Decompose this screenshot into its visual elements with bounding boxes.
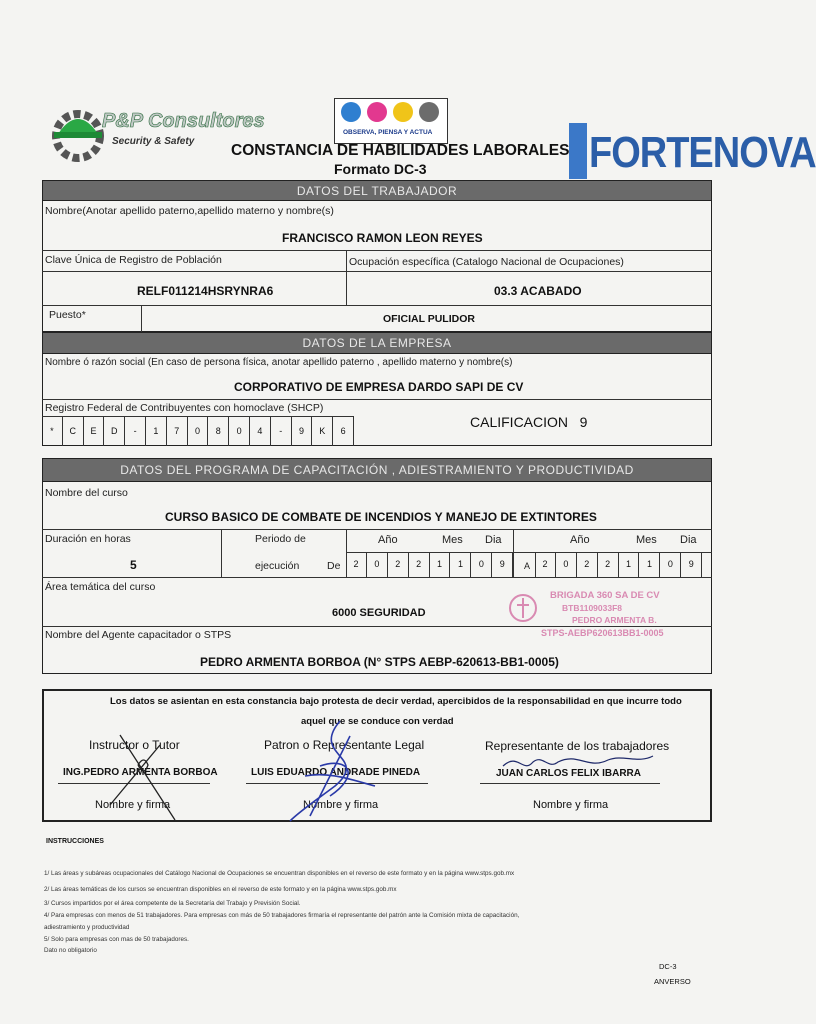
footer-code: DC-3 [659, 962, 677, 971]
duracion-value: 5 [130, 558, 137, 572]
from-dia-label: Dia [485, 534, 502, 546]
instruction-item: adiestramiento y productividad [44, 924, 130, 931]
company-logo-subtext: Security & Safety [112, 136, 195, 147]
from-date-digit: 1 [451, 552, 472, 577]
rfc-char-box: K [312, 416, 333, 446]
periodo-label: Periodo de [255, 533, 306, 545]
from-anio-label: Año [378, 534, 398, 546]
instruction-item: 4/ Para empresas con menos de 51 trabajadores. Para empresas con más de 50 trabajadores firmaría el representante del patrón ante la Comisión mixta de capacitación, [44, 912, 520, 919]
from-mes-label: Mes [442, 534, 463, 546]
puesto-label: Puesto* [49, 309, 86, 321]
to-date-digit: 2 [577, 552, 598, 577]
instructor-title: Instructor o Tutor [89, 738, 180, 752]
document-subtitle: Formato DC-3 [334, 161, 427, 177]
instruction-item: 2/ Las áreas temáticas de los cursos se encuentran disponibles en el reverso de este formato y en la página www.stps.gob.mx [44, 886, 397, 893]
agente-label: Nombre del Agente capacitador o STPS [45, 629, 232, 641]
instructor-footer: Nombre y firma [95, 799, 171, 811]
instruction-item: 5/ Solo para empresas con mas de 50 trabajadores. [44, 936, 189, 943]
nombre-label: Nombre(Anotar apellido paterno,apellido materno y nombre(s) [45, 205, 334, 217]
curp-value: RELF011214HSRYNRA6 [137, 284, 274, 298]
fortenova-logo [569, 123, 816, 179]
section-title-programa: DATOS DEL PROGRAMA DE CAPACITACIÓN , ADIESTRAMIENTO Y PRODUCTIVIDAD [42, 458, 712, 482]
section-title-trabajador: DATOS DEL TRABAJADOR [42, 180, 712, 201]
rfc-char-box: D [104, 416, 125, 446]
curp-label: Clave Única de Registro de Población [45, 254, 222, 266]
rfc-char-box: 1 [146, 416, 167, 446]
to-anio-label: Año [570, 534, 590, 546]
declaration-text-2: aquel que se conduce con verdad [301, 716, 454, 727]
gear-helmet-icon [50, 100, 110, 164]
trabajadores-name: JUAN CARLOS FELIX IBARRA [496, 768, 642, 779]
rfc-char-box: * [42, 416, 63, 446]
footer-side: ANVERSO [654, 977, 691, 986]
trabajadores-title: Representante de los trabajadores [485, 739, 670, 753]
curso-value: CURSO BASICO DE COMBATE DE INCENDIOS Y MANEJO DE EXTINTORES [165, 510, 597, 524]
document-title: CONSTANCIA DE HABILIDADES LABORALES [231, 142, 570, 159]
instrucciones-title: INSTRUCCIONES [46, 838, 104, 845]
to-date-digit: 1 [640, 552, 661, 577]
duracion-label: Duración en horas [45, 533, 131, 545]
from-date-digit: 0 [471, 552, 492, 577]
company-logo [50, 100, 265, 164]
to-date-digit: 2 [598, 552, 619, 577]
patron-signature [280, 716, 390, 826]
nombre-value: FRANCISCO RAMON LEON REYES [282, 231, 483, 245]
from-date-digit: 2 [388, 552, 409, 577]
rfc-char-box: E [84, 416, 105, 446]
ocupacion-label: Ocupación específica (Catalogo Nacional de Ocupaciones) [349, 256, 624, 268]
razon-social-label: Nombre ó razón social (En caso de persona física, anotar apellido paterno , apellido materno y nombre(s) [45, 357, 513, 368]
area-label: Área temática del curso [45, 581, 156, 593]
stamp-line-2: BTB1109033F8 [562, 603, 623, 613]
badge-text: OBSERVA, PIENSA Y ACTUA [343, 129, 433, 136]
ejecucion-label: ejecución [255, 560, 300, 572]
rfc-char-box: 4 [250, 416, 271, 446]
rfc-label: Registro Federal de Contribuyentes con homoclave (SHCP) [45, 402, 324, 414]
rfc-char-box: C [63, 416, 84, 446]
agente-value: PEDRO ARMENTA BORBOA (N° STPS AEBP-620613-BB1-0005) [200, 655, 559, 669]
fortenova-emblem-icon [569, 123, 587, 179]
rfc-char-box: 7 [167, 416, 188, 446]
rfc-char-box: 9 [292, 416, 313, 446]
rfc-char-box: - [125, 416, 146, 446]
to-date-digit: 0 [556, 552, 577, 577]
rfc-boxes [42, 416, 354, 446]
from-date-digit: 1 [430, 552, 451, 577]
calificacion: CALIFICACION 9 [470, 414, 588, 430]
trabajadores-signature [498, 748, 658, 776]
to-dia-label: Dia [680, 534, 697, 546]
instruction-item: Dato no obligatorio [44, 947, 97, 954]
puesto-value: OFICIAL PULIDOR [383, 313, 475, 325]
area-value: 6000 SEGURIDAD [332, 607, 426, 619]
fortenova-logo-text: FORTENOVA [589, 129, 816, 178]
rfc-char-box: 6 [333, 416, 354, 446]
rfc-char-box: 8 [208, 416, 229, 446]
to-date-digit: 2 [535, 552, 556, 577]
a-label: A [524, 561, 531, 571]
from-date-digit: 2 [346, 552, 367, 577]
rfc-char-box: 0 [229, 416, 250, 446]
instructor-signature [100, 725, 190, 825]
de-label: De [327, 560, 341, 572]
to-date-digit: 9 [681, 552, 702, 577]
patron-footer: Nombre y firma [303, 799, 379, 811]
stamp-emblem-icon [508, 593, 538, 623]
rfc-char-box: 0 [188, 416, 209, 446]
section-title-empresa: DATOS DE LA EMPRESA [42, 332, 712, 354]
stamp-line-4: STPS-AEBP620613BB1-0005 [541, 628, 664, 638]
declaration-text: Los datos se asientan en esta constancia bajo protesta de decir verdad, apercibidos de la responsabilidad en que incurre todo [110, 696, 682, 707]
stamp-line-3: PEDRO ARMENTA B. [572, 615, 657, 625]
patron-name: LUIS EDUARDO ANDRADE PINEDA [251, 767, 421, 778]
to-date-digit: 1 [619, 552, 640, 577]
from-date-digit: 0 [367, 552, 388, 577]
observa-badge [334, 98, 448, 144]
rfc-char-box: - [271, 416, 292, 446]
from-date-digit: 9 [492, 552, 513, 577]
curso-label: Nombre del curso [45, 487, 128, 499]
from-date-digit: 2 [409, 552, 430, 577]
company-logo-text: P&P Consultores [102, 110, 265, 132]
brigada-stamp [508, 587, 688, 643]
to-mes-label: Mes [636, 534, 657, 546]
to-date-digit: 0 [660, 552, 681, 577]
patron-title: Patron o Representante Legal [264, 738, 425, 752]
instructor-name: ING.PEDRO ARMENTA BORBOA [63, 767, 218, 778]
ocupacion-value: 03.3 ACABADO [494, 284, 582, 298]
trabajadores-footer: Nombre y firma [533, 799, 609, 811]
instruction-item: 1/ Las áreas y subáreas ocupacionales del Catálogo Nacional de Ocupaciones se encuentran disponibles en el reverso de este formato y en la página www.stps.gob.mx [44, 870, 515, 877]
stamp-line-1: BRIGADA 360 SA DE CV [550, 590, 660, 601]
razon-social-value: CORPORATIVO DE EMPRESA DARDO SAPI DE CV [234, 380, 524, 394]
instruction-item: 3/ Cursos impartidos por el área competente de la Secretaría del Trabajo y Previsión Social. [44, 900, 301, 907]
